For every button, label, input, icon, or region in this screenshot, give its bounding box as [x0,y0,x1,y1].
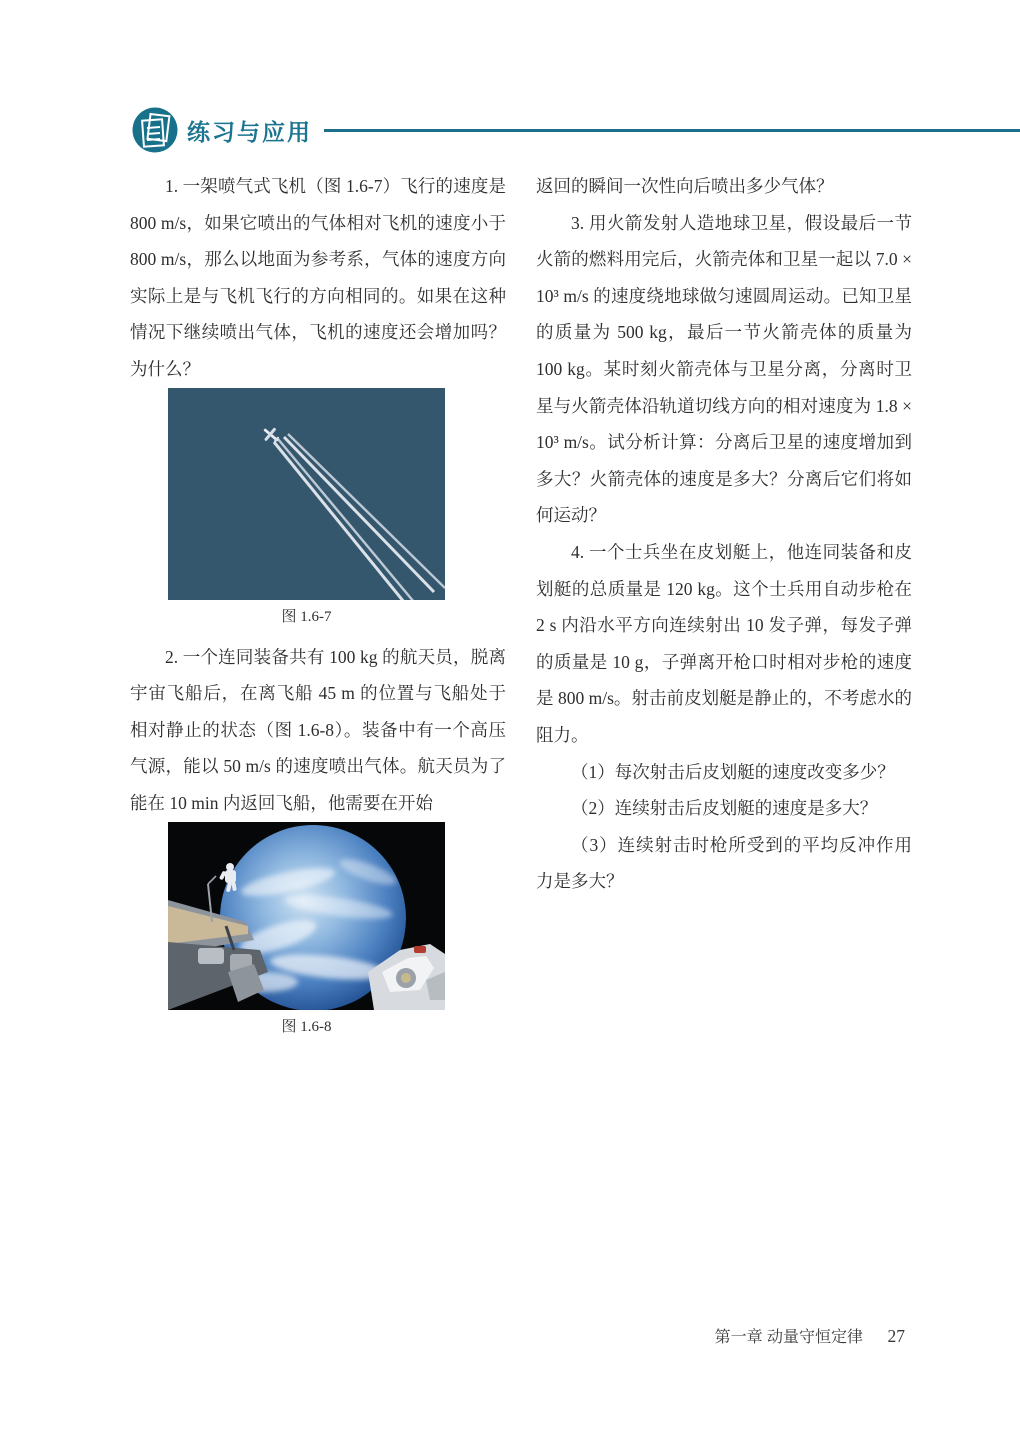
section-header [131,106,1020,154]
jet-contrail-photo [168,388,445,600]
question-4-part-3: （3）连续射击时枪所受到的平均反冲作用力是多大？ [536,834,912,892]
footer-page-number: 27 [887,1326,905,1346]
page-footer [0,1324,905,1347]
figure-1-6-7 [168,388,445,627]
figure-1-6-7-caption: 图 1.6-7 [281,608,332,625]
question-4-part-2: （2）连续射击后皮划艇的速度是多大？ [571,798,878,819]
question-4-part-1: （1）每次射击后皮划艇的速度改变多少？ [571,761,895,782]
exercise-document-icon [131,106,179,154]
page-content [130,168,912,1037]
left-column [130,168,506,1037]
question-3-text: 3. 用火箭发射人造地球卫星，假设最后一节火箭的燃料用完后，火箭壳体和卫星一起以 7.0 × 10³ m/s 的速度绕地球做匀速圆周运动。已知卫星的质量为 500 kg，最后一节火箭壳体的质量为 100 kg。某时刻火箭壳体与卫星分离，分离时卫星与火箭壳体沿轨道切线方向的相对速度为 1.8 × 10³ m/s。试分析计算：分离后卫星的速度增加到多大？火箭壳体的速度是多大？分离后它们将如何运动？ [536,212,912,526]
question-2-text: 2. 一个连同装备共有 100 kg 的航天员，脱离宇宙飞船后，在离飞船 45 m 的位置与飞船处于相对静止的状态（图 1.6-8）。装备中有一个高压气源，能以 50 m/s 的速度喷出气体。航天员为了能在 10 min 内返回飞船，他需要在开始 [130,646,506,813]
right-column [536,168,912,1037]
section-title: 练习与应用 [187,118,312,145]
question-1-text: 1. 一架喷气式飞机（图 1.6-7）飞行的速度是 800 m/s，如果它喷出的气体相对飞机的速度小于 800 m/s，那么以地面为参考系，气体的速度方向实际上是与飞机飞行的方向相同的。如果在这种情况下继续喷出气体，飞机的速度还会增加吗？为什么？ [130,176,506,379]
figure-1-6-8-caption: 图 1.6-8 [281,1018,332,1035]
figure-1-6-8 [168,822,445,1037]
question-4-text: 4. 一个士兵坐在皮划艇上，他连同装备和皮划艇的总质量是 120 kg。这个士兵用自动步枪在 2 s 内沿水平方向连续射出 10 发子弹，每发子弹的质量是 10 g，子弹离开枪口时相对步枪的速度是 800 m/s。射击前皮划艇是静止的，不考虑水的阻力。 [536,541,912,745]
header-divider-line [324,129,1020,132]
astronaut-earth-photo [168,822,445,1010]
footer-chapter-title: 第一章 动量守恒定律 [714,1329,864,1346]
question-2-continued-text: 返回的瞬间一次性向后喷出多少气体？ [536,176,834,196]
